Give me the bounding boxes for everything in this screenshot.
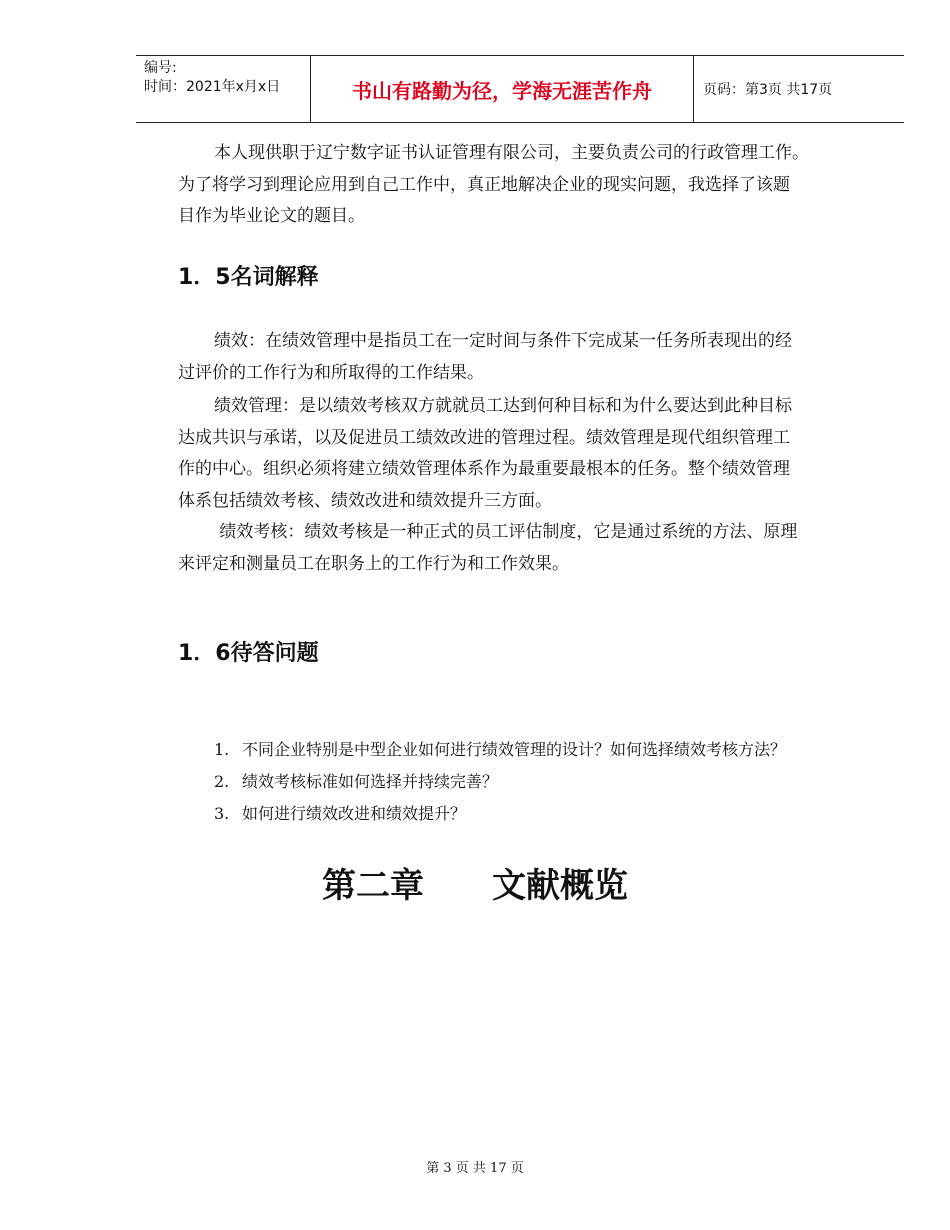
questions-list <box>214 734 786 830</box>
header-motto: 书山有路勤为径，学海无涯苦作舟 <box>311 56 694 122</box>
text-line: 达成共识与承诺，以及促进员工绩效改进的管理过程。绩效管理是现代组织管理工 <box>178 427 790 448</box>
definition-performance-management <box>178 391 868 517</box>
chapter-number: 第二章 <box>322 866 424 906</box>
list-text: 不同企业特别是中型企业如何进行绩效管理的设计？如何选择绩效考核方法？ <box>242 740 787 759</box>
list-number: 1. <box>214 740 230 759</box>
list-text: 如何进行绩效改进和绩效提升？ <box>242 804 467 823</box>
serial-label: 编号: <box>144 60 177 76</box>
definition-performance-appraisal <box>178 517 868 580</box>
intro-paragraph <box>178 138 868 233</box>
header-left-cell <box>136 56 311 122</box>
list-item <box>214 798 786 830</box>
list-text: 绩效考核标准如何选择并持续完善？ <box>242 772 499 791</box>
text-line: 绩效：在绩效管理中是指员工在一定时间与条件下完成某一任务所表现出的经 <box>214 331 792 351</box>
section-heading-1-6: 1．6待答问题 <box>178 641 319 666</box>
text-line: 为了将学习到理论应用到自己工作中，真正地解决企业的现实问题，我选择了该题 <box>178 174 790 195</box>
page-header <box>136 55 904 123</box>
text-line: 作的中心。组织必须将建立绩效管理体系作为最重要最根本的任务。整个绩效管理 <box>178 459 790 479</box>
list-item <box>214 766 786 798</box>
text-line: 目作为毕业论文的题目。 <box>178 206 365 226</box>
text-line: 绩效考核：绩效考核是一种正式的员工评估制度，它是通过系统的方法、原理 <box>214 522 798 542</box>
page-footer: 第 3 页 共 17 页 <box>426 1161 524 1176</box>
header-page-code: 页码：第3页 共17页 <box>703 82 833 98</box>
text-line: 体系包括绩效考核、绩效改进和绩效提升三方面。 <box>178 490 552 511</box>
text-line: 过评价的工作行为和所取得的工作结果。 <box>178 362 484 383</box>
definition-performance <box>178 326 868 389</box>
section-heading-1-5: 1．5名词解释 <box>178 265 319 290</box>
list-number: 2. <box>214 772 230 791</box>
text-line: 来评定和测量员工在职务上的工作行为和工作效果。 <box>178 553 569 574</box>
time-label: 时间：2021年x月x日 <box>144 79 281 95</box>
chapter-title: 文献概览 <box>492 866 628 906</box>
list-number: 3. <box>214 804 230 823</box>
text-line: 本人现供职于辽宁数字证书认证管理有限公司，主要负责公司的行政管理工作。 <box>214 143 809 163</box>
list-item <box>214 734 786 766</box>
chapter-heading <box>0 858 950 907</box>
text-line: 绩效管理：是以绩效考核双方就就员工达到何种目标和为什么要达到此种目标 <box>214 396 792 416</box>
